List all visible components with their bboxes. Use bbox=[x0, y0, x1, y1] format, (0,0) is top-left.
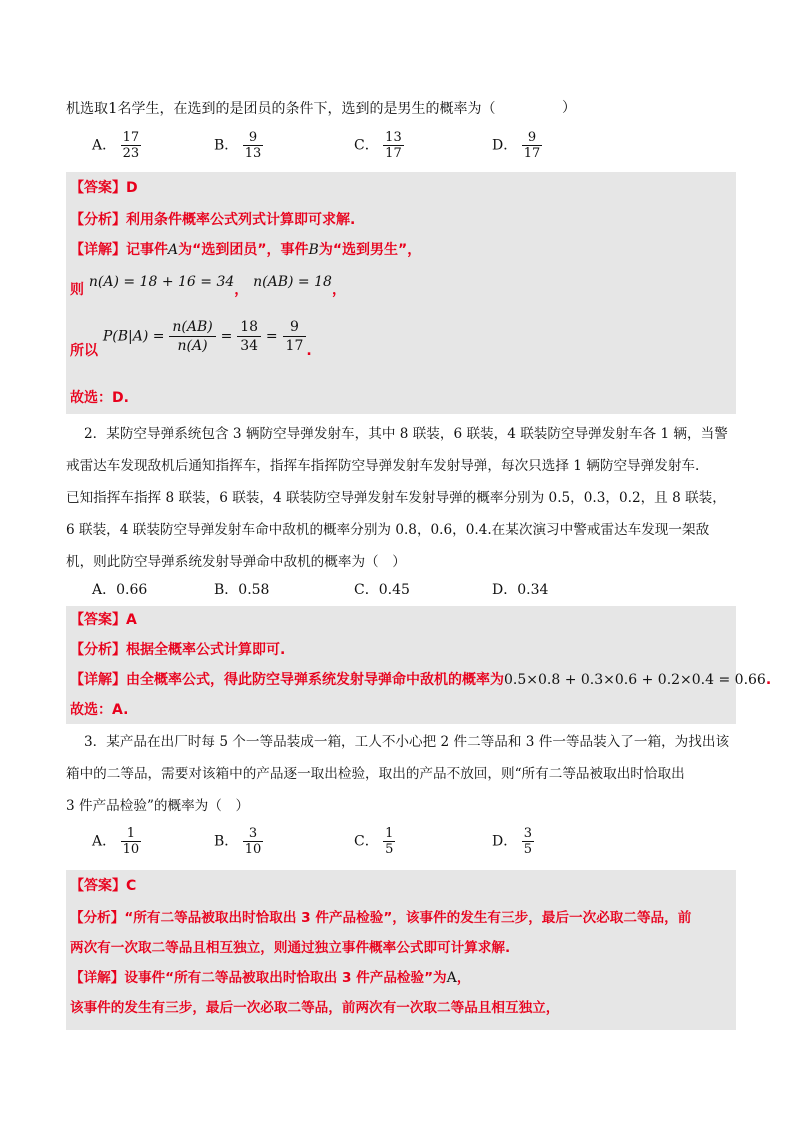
fraction-denominator: 5 bbox=[385, 842, 394, 857]
fraction-denominator: 17 bbox=[385, 146, 402, 161]
q1-option-a[interactable] bbox=[92, 130, 141, 161]
fraction-denominator: 5 bbox=[523, 842, 532, 857]
q3-analysis-line-1: 【分析】“所有二等品被取出时恰取出 3 件产品检验”，该事件的发生有三步，最后一次必取二等品，前 bbox=[70, 910, 692, 926]
event-a-symbol: A bbox=[446, 970, 457, 986]
equals-sign: = bbox=[265, 328, 278, 345]
option-label: A． bbox=[92, 137, 117, 154]
formula-fraction bbox=[237, 318, 261, 355]
formula-count-ab: n(AB) = 18 bbox=[253, 274, 332, 290]
option-label: D． bbox=[492, 833, 518, 850]
q2-stem-line-4: 6 联装，4 联装防空导弹发射车命中敌机的概率分别为 0.8，0.6，0.4.在某次演习中警戒雷达车发现一架敌 bbox=[66, 522, 710, 538]
fraction-denominator: 10 bbox=[244, 842, 262, 857]
q2-answer: 【答案】A bbox=[70, 612, 137, 628]
option-label: D． bbox=[492, 137, 518, 154]
event-a-symbol: A bbox=[168, 242, 179, 258]
q2-analysis: 【分析】根据全概率公式计算即可. bbox=[70, 642, 286, 658]
option-label: A． bbox=[92, 833, 117, 850]
option-label: B． bbox=[214, 833, 239, 850]
option-fraction bbox=[522, 130, 543, 161]
q2-option-d[interactable]: D．0.34 bbox=[492, 582, 549, 598]
detail-text: 所以 bbox=[70, 342, 98, 359]
option-fraction bbox=[121, 130, 142, 161]
option-fraction bbox=[243, 130, 264, 161]
detail-text: 则 bbox=[70, 282, 84, 298]
q1-solution-box bbox=[66, 172, 736, 414]
detail-text: 为“选到男生”， bbox=[318, 242, 422, 258]
fraction-numerator: 1 bbox=[385, 826, 394, 841]
option-fraction bbox=[121, 826, 142, 857]
option-fraction bbox=[522, 826, 534, 857]
fraction-denominator: 17 bbox=[523, 146, 541, 161]
q3-option-c[interactable] bbox=[354, 826, 395, 857]
q1-detail-line-2 bbox=[70, 272, 346, 298]
q1-option-b[interactable] bbox=[214, 130, 263, 161]
q1-option-c[interactable] bbox=[354, 130, 404, 161]
detail-text: ， bbox=[331, 282, 346, 298]
detail-text: . bbox=[306, 342, 312, 359]
detail-text: 为“选到团员”，事件 bbox=[178, 242, 309, 258]
q1-option-d[interactable] bbox=[492, 130, 542, 161]
q2-option-c[interactable]: C．0.45 bbox=[354, 582, 410, 598]
fraction-denominator: 34 bbox=[237, 336, 261, 355]
q2-stem-line-1: 2．某防空导弹系统包含 3 辆防空导弹发射车，其中 8 联装，6 联装，4 联装防空导弹发射车各 1 辆，当警 bbox=[84, 426, 728, 442]
fraction-denominator: 17 bbox=[283, 336, 307, 355]
q3-analysis-line-2: 两次有一次取二等品且相互独立，则通过独立事件概率公式即可计算求解. bbox=[70, 940, 511, 956]
q1-detail-line-3 bbox=[70, 318, 312, 359]
formula-fraction bbox=[283, 318, 307, 355]
fraction-denominator: 23 bbox=[122, 146, 140, 161]
q1-stem-text-b: 名学生，在选到的是团员的条件下，选到的是男生的概率为（ bbox=[117, 101, 496, 117]
q3-answer: 【答案】C bbox=[70, 878, 137, 894]
fraction-numerator: 9 bbox=[289, 319, 299, 335]
option-label: C． bbox=[354, 833, 379, 850]
event-b-symbol: B bbox=[308, 242, 319, 258]
q3-stem-line-3: 3 件产品检验”的概率为（ ） bbox=[66, 798, 250, 814]
q3-detail-line-2: 该事件的发生有三步，最后一次必取二等品，前两次有一次取二等品且相互独立， bbox=[70, 1000, 560, 1016]
formula-total-probability: 0.5×0.8 + 0.3×0.6 + 0.2×0.4 = 0.66 bbox=[504, 672, 766, 688]
option-fraction bbox=[383, 130, 404, 161]
formula-conditional-probability: P(B|A) = bbox=[102, 328, 165, 345]
q3-option-b[interactable] bbox=[214, 826, 263, 857]
q2-option-b[interactable]: B．0.58 bbox=[214, 582, 270, 598]
q1-answer: 【答案】D bbox=[70, 180, 138, 196]
q3-option-d[interactable] bbox=[492, 826, 534, 857]
q1-detail-line-1 bbox=[70, 240, 421, 260]
q3-detail-line-1 bbox=[70, 968, 470, 988]
detail-text: ， bbox=[234, 282, 249, 298]
fraction-denominator: 10 bbox=[122, 842, 140, 857]
q2-stem-line-3: 已知指挥车指挥 8 联装，6 联装，4 联装防空导弹发射车发射导弹的概率分别为 0.5，0.3，0.2，且 8 联装， bbox=[66, 490, 726, 506]
formula-count-a: n(A) = 18 + 16 = 34 bbox=[88, 274, 235, 290]
q3-stem-line-1: 3．某产品在出厂时每 5 个一等品装成一箱，工人不小心把 2 件二等品和 3 件一等品装入了一箱，为找出该 bbox=[84, 734, 730, 750]
q1-stem bbox=[66, 98, 496, 119]
detail-text: 【详解】设事件“所有二等品被取出时恰取出 3 件产品检验”为 bbox=[70, 970, 447, 986]
fraction-numerator: 17 bbox=[122, 130, 140, 145]
fraction-numerator: 1 bbox=[126, 826, 135, 841]
fraction-numerator: 3 bbox=[248, 826, 258, 841]
fraction-numerator: n(AB) bbox=[172, 319, 213, 335]
fraction-denominator: n(A) bbox=[169, 336, 215, 355]
option-label: C． bbox=[354, 137, 379, 154]
q2-solution-box bbox=[66, 606, 736, 724]
q3-option-a[interactable] bbox=[92, 826, 141, 857]
option-fraction bbox=[383, 826, 395, 857]
q1-conclusion: 故选：D. bbox=[70, 390, 129, 406]
q2-stem-line-5: 机，则此防空导弹系统发射导弹命中敌机的概率为（ ） bbox=[66, 554, 406, 570]
fraction-numerator: 9 bbox=[248, 130, 258, 145]
fraction-numerator: 13 bbox=[385, 130, 402, 145]
q1-stem-text-a: 机选取 bbox=[66, 101, 108, 117]
q1-analysis: 【分析】利用条件概率公式列式计算即可求解. bbox=[70, 212, 356, 228]
q2-stem-line-2: 戒雷达车发现敌机后通知指挥车，指挥车指挥防空导弹发射车发射导弹，每次只选择 1 辆防空导弹发射车. bbox=[66, 458, 700, 474]
equals-sign: = bbox=[220, 328, 233, 345]
q3-stem-line-2: 箱中的二等品，需要对该箱中的产品逐一取出检验，取出的产品不放回，则“所有二等品被取出时恰取出 bbox=[66, 766, 685, 782]
detail-text: ， bbox=[456, 970, 471, 986]
fraction-numerator: 9 bbox=[527, 130, 537, 145]
fraction-numerator: 18 bbox=[240, 319, 259, 335]
q2-option-a[interactable]: A．0.66 bbox=[92, 582, 148, 598]
option-fraction bbox=[243, 826, 264, 857]
option-label: B． bbox=[214, 137, 239, 154]
detail-text: 【详解】由全概率公式，得此防空导弹系统发射导弹命中敌机的概率为 bbox=[70, 672, 504, 688]
q2-detail bbox=[70, 670, 771, 690]
detail-text: . bbox=[765, 672, 772, 688]
fraction-numerator: 3 bbox=[523, 826, 532, 841]
q2-conclusion: 故选：A. bbox=[70, 702, 129, 718]
detail-text: 【详解】记事件 bbox=[70, 242, 168, 258]
fraction-denominator: 13 bbox=[244, 146, 262, 161]
q1-stem-number: 1 bbox=[108, 99, 118, 117]
formula-fraction bbox=[169, 318, 215, 355]
q1-stem-close: ） bbox=[562, 100, 576, 116]
